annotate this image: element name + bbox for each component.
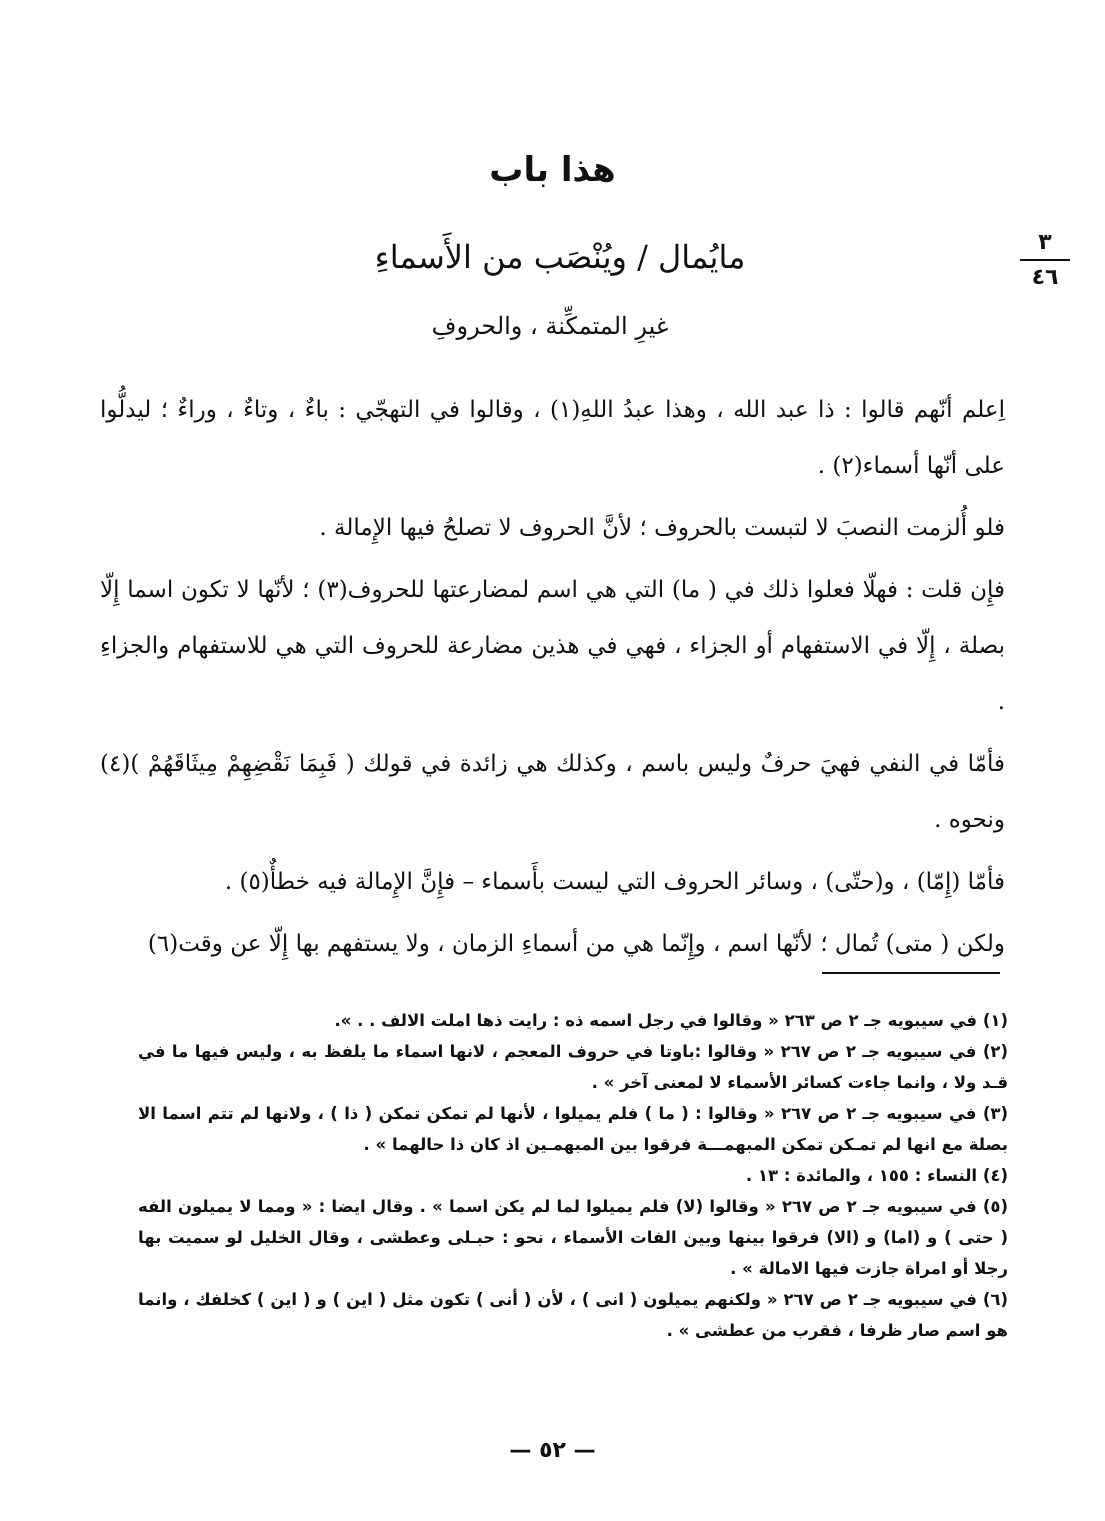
- footnote-divider: [822, 972, 1000, 974]
- footnotes: [138, 1005, 1008, 1346]
- paragraph: اِعلم أنّهم قالوا : ذا عبد الله ، وهذا عبدُ اللهِ(١) ، وقالوا في التهجّي : باءٌ ، وتاءٌ ، وراءٌ ؛ ليدلُّوا على أنّها أسماء(٢) .: [100, 397, 1006, 479]
- footnote: (٢) في سيبويه جـ ٢ ص ٢٦٧ « وقالوا :باوتا في حروف المعجم ، لانها اسماء ما يلفظ به ، وليس فيها ما في قـد ولا ، وانما جاءت كسائر الأسماء لا لمعنى آخر » .: [138, 1042, 1009, 1092]
- chapter-subtitle: مايُمال / ويُنْصَب من الأَسماءِ: [374, 238, 746, 276]
- footnote: (٤) النساء : ١٥٥ ، والمائدة : ١٣ .: [745, 1166, 1008, 1185]
- footnote: (٦) في سيبويه جـ ٢ ص ٢٦٧ « ولكنهم يميلون ( انى ) ، لأن ( أنى ) تكون مثل ( اين ) و ( اين ) كخلفك ، وانما هو اسم صار ظرفا ، فقرب من عطشى » .: [138, 1290, 1008, 1340]
- paragraph: فلو أُلزمت النصبَ لا لتبست بالحروف ؛ لأنَّ الحروف لا تصلحُ فيها الإِمالة .: [319, 515, 1005, 541]
- margin-ref-bottom: ٤٦: [1031, 265, 1059, 290]
- paragraph: فأمّا (إِمّا) ، و(حتّى) ، وسائر الحروف التي ليست بأَسماء – فإِنَّ الإِمالة فيه خطأٌ(٥) .: [224, 869, 1005, 895]
- page-number: — ٥٢ —: [509, 1438, 596, 1463]
- footnote: (١) في سيبويه جـ ٢ ص ٢٦٣ « وقالوا في رجل اسمه ذه : رايت ذها املت الالف . . ».: [334, 1011, 1008, 1030]
- paragraph: ولكن ( متى) تُمال ؛ لأنّها اسم ، وإِنّما هي من أسماءِ الزمان ، ولا يستفهم بها إِلّا عن وقت(٦): [147, 931, 1005, 957]
- main-text: [100, 382, 1005, 978]
- chapter-title: هذا باب: [489, 150, 616, 190]
- footnote: (٣) في سيبويه جـ ٢ ص ٢٦٧ « وقالوا : ( ما ) فلم يميلوا ، لأنها لم تمكن تمكن ( ذا ) ، ولانها لم تتم اسما الا بصلة مع انها لم تمـكن تمكن المبهمـــة فرقوا بين المبهمـين اذ كان ذا حالهما » .: [138, 1104, 1009, 1154]
- margin-ref-divider: [1020, 259, 1070, 261]
- footnote: (٥) في سيبويه جـ ٢ ص ٢٦٧ « وقالوا (لا) فلم يميلوا لما لم يكن اسما » . وقال ايضا : « ومما لا يميلون الفه ( حتى ) و (اما) و (الا) فرقوا بينها وبين الفات الأسماء ، نحو : حبـلى وعطشى ، وقال الخليل لو سميت بها رجلا أو امراة جازت فيها الامالة » .: [138, 1197, 1008, 1278]
- paragraph: فأمّا في النفي فهيَ حرفٌ وليس باسم ، وكذلك هي زائدة في قولك ( فَبِمَا نَقْضِهِمْ مِيثَاقَهُمْ )(٤) ونحوه .: [100, 751, 1005, 833]
- margin-reference: [1020, 230, 1070, 290]
- chapter-subtitle-2: غيرِ المتمكِّنة ، والحروفِ: [431, 312, 669, 340]
- margin-ref-top: ٣: [1038, 230, 1052, 255]
- paragraph: فإِن قلت : فهلّا فعلوا ذلك في ( ما) التي هي اسم لمضارعتها للحروف(٣) ؛ لأنّها لا تكون اسما إِلّا بصلة ، إِلّا في الاستفهام أو الجزاء ، فهي في هذين مضارعة للحروف التي هي للاستفهام والجزاءِ .: [100, 577, 1006, 715]
